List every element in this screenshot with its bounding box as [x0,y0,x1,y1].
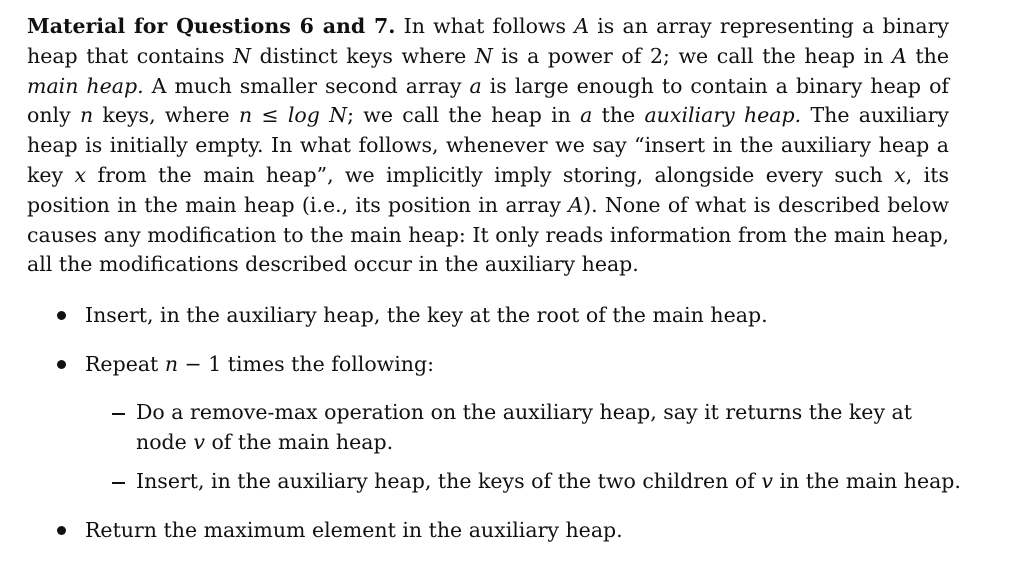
text-segment: is a power of 2; we call the heap in [492,43,892,68]
text-segment: The auxiliary heap is initially empty. In what follows, whenever we say “insert in the auxiliary heap a key [27,103,949,187]
bullet-dot [57,526,66,535]
math-var: a [580,103,593,128]
step-insert-root: Insert, in the auxiliary heap, the key at the root of the main heap. [85,303,768,327]
step-insert-children [136,467,961,497]
text-segment: in the main heap. [772,469,961,493]
text-segment: − 1 times the following: [178,352,434,376]
text-segment: the [592,103,645,128]
text-segment: is large enough to contain a binary heap of only [27,73,949,128]
document-body [27,12,949,280]
text-segment: from the main heap”, we implicitly imply storing, alongside every such [86,162,895,187]
text-segment: , its position in the main heap (i.e., its position in array [27,162,949,217]
term-auxiliary-heap: auxiliary heap. [644,103,802,128]
math-var: v [761,469,773,493]
math-var: a [469,73,482,98]
math-var: n [164,352,179,376]
text-segment: keys, where [93,103,239,128]
text-segment: In what follows [395,14,575,38]
text-segment: Do a remove-max operation on the auxiliary heap, say it returns the key at node [136,400,912,454]
math-var: N [233,43,252,68]
math-var: v [193,429,205,454]
text-segment: distinct keys where [251,43,475,68]
math-var: A [892,43,907,68]
text-segment: Repeat [85,352,165,376]
material-paragraph [27,12,949,280]
step-return-max: Return the maximum element in the auxiliary heap. [85,518,623,542]
step-remove-max [136,398,949,458]
step-repeat [85,350,434,380]
text-segment: the [906,43,949,68]
math-var: x [894,162,906,187]
math-var: x [74,162,87,187]
text-segment: is an array representing a binary heap that contains [27,14,949,68]
math-var: N [474,43,493,68]
text-segment: A much smaller second array [143,73,470,98]
math-var: A [568,192,584,217]
text-segment: Insert, in the auxiliary heap, the keys of the two children of [136,469,762,493]
term-main-heap: main heap. [27,73,144,98]
bullet-dot [57,311,66,320]
math-expression: n ≤ log N [238,103,348,128]
math-var: A [574,14,590,38]
material-heading: Material for Questions 6 and 7. [27,14,396,38]
text-segment: ). None of what is described below causes any modification to the main heap: It only reads information from the main heap, all the modifications described occur in the auxiliary heap. [27,192,949,277]
bullet-dot [57,360,66,369]
text-segment: of the main heap. [204,429,394,454]
math-var: n [79,103,94,128]
text-segment: ; we call the heap in [347,103,581,128]
